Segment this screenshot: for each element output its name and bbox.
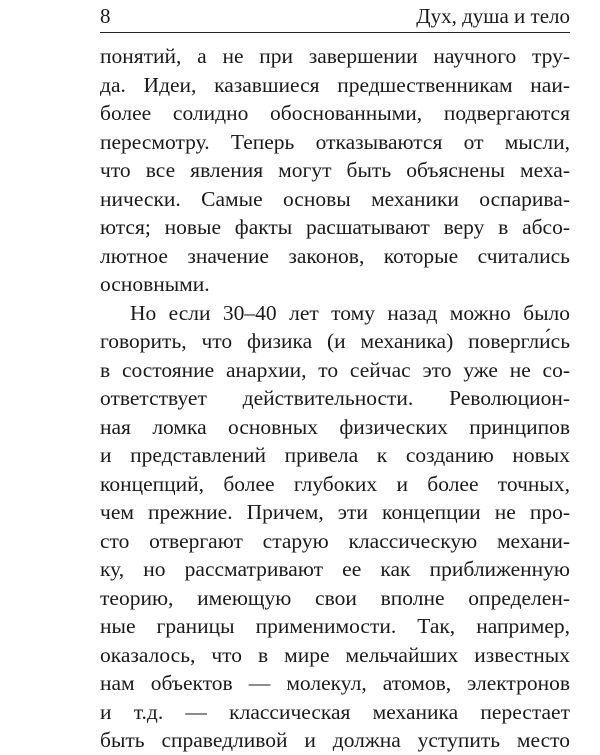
text-line: оказалось, что в мире мельчайших известных [100, 642, 570, 667]
text-line: лютное значение законов, которые считались [100, 243, 570, 268]
text-line: да. Идеи, казавшиеся предшественникам наи- [100, 72, 570, 97]
text-line: и т.д. — классическая механика перестает [100, 699, 570, 724]
text-line: пересмотру. Теперь отказываются от мысли, [100, 129, 570, 154]
text-line: сто отвергают старую классическую механи- [100, 528, 570, 553]
text-line: и представлений привела к созданию новых [100, 443, 570, 467]
text-line: нам объектов — молекул, атомов, электронов [100, 671, 570, 695]
text-line: нически. Самые основы механики оспарива- [100, 186, 570, 211]
text-line: более солидно обоснованными, подвергаются [100, 101, 570, 125]
text-line: ответствует действительности. Революцион- [100, 386, 570, 410]
text-line: чем прежние. Причем, эти концепции не про- [100, 500, 570, 524]
text-line: быть справедливой и должна уступить место [100, 728, 570, 752]
text-line: ку, но рассматривают ее как приближенную [100, 557, 570, 581]
text-line: говорить, что физика (и механика) повергли́сь [100, 329, 570, 353]
text-line: концепций, более глубоких и более точных, [100, 471, 570, 496]
text-line: в состояние анархии, то сейчас это уже не со- [100, 357, 570, 382]
text-line: ная ломка основных физических принципов [100, 414, 570, 439]
text-line: ные границы применимости. Так, например, [100, 614, 570, 638]
text-line: Но если 30–40 лет тому назад можно было [130, 300, 570, 325]
text-line: что все явления могут быть объяснены меха- [100, 158, 570, 182]
page-number: 8 [100, 4, 111, 28]
text-line: теорию, имеющую свои вполне определен- [100, 585, 570, 610]
text-line: основными. [100, 272, 210, 296]
page-header [100, 2, 570, 33]
running-title: Дух, душа и тело [416, 4, 570, 28]
body-text [100, 42, 570, 755]
text-line: понятий, а не при завершении научного тру- [100, 44, 570, 68]
text-line: ются; новые факты расшатывают веру в абсо- [100, 215, 570, 239]
